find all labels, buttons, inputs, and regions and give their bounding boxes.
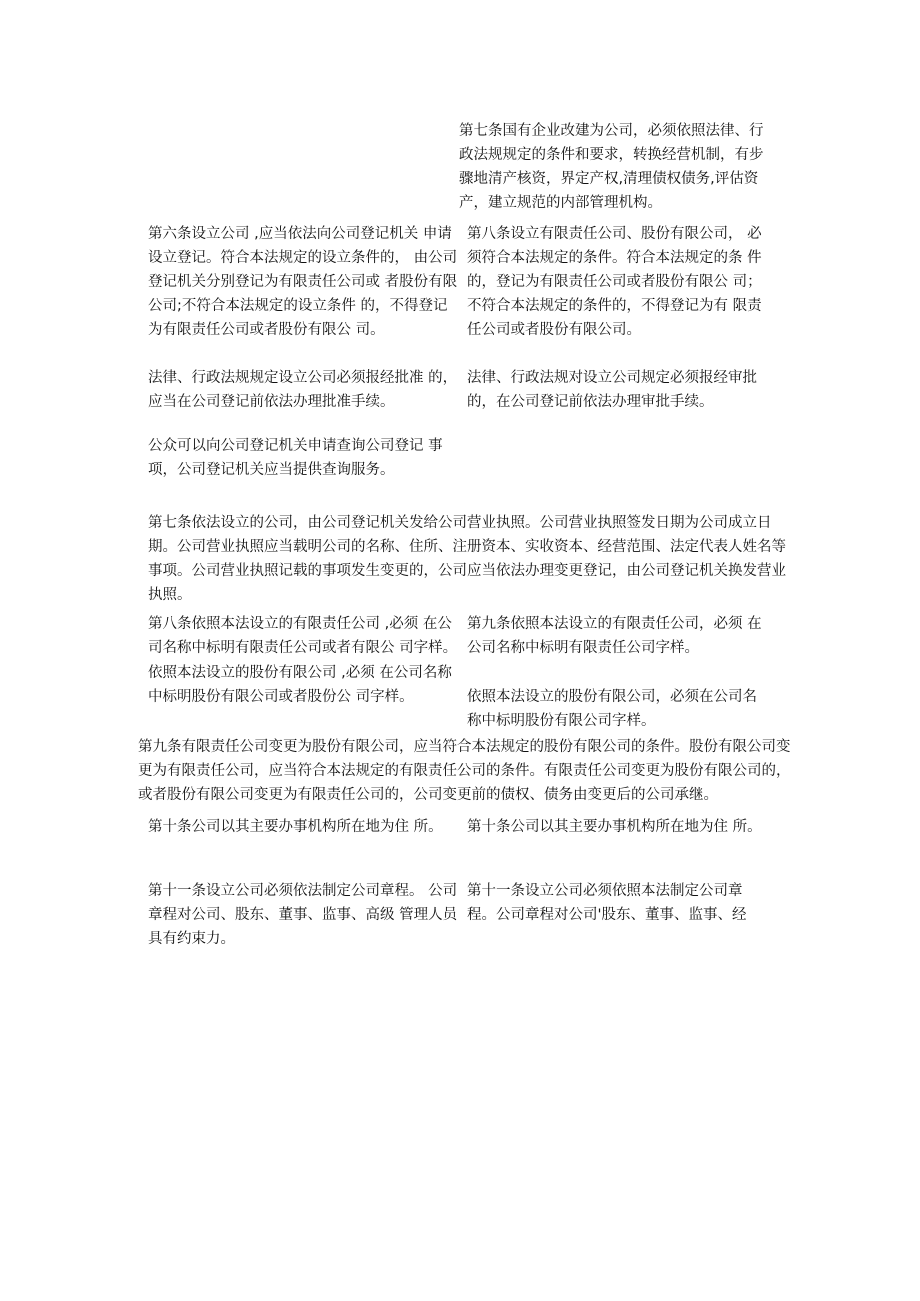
article-11-old-text: 第十一条设立公司必须依照本法制定公司章程。公司章程对公司'股东、董事、监事、经 xyxy=(467,883,747,923)
article-9-llc-name-old-text: 第九条依照本法设立的有限责任公司，必须 在公司名称中标明有限责任公司字样。 xyxy=(467,616,762,656)
article-10-new-text: 第十条公司以其主要办事机构所在地为住 所。 xyxy=(148,819,443,835)
approval-clause-old-text: 法律、行政法规对设立公司规定必须报经审批的，在公司登记前依法办理审批手续。 xyxy=(467,370,757,410)
article-7-business-license-text: 第七条依法设立的公司，由公司登记机关发给公司营业执照。公司营业执照签发日期为公司成立日期。公司营业执照应当载明公司的名称、住所、注册资本、实收资本、经营范围、法定代表人姓名等事项。公司营业执照记载的事项发生变更的，公司应当依法办理变更登记，由公司登记机关换发营业执照。 xyxy=(148,515,786,603)
public-inquiry-text: 公众可以向公司登记机关申请查询公司登记 事项，公司登记机关应当提供查询服务。 xyxy=(148,438,443,478)
article-6-new-text: 第六条设立公司 ,应当依法向公司登记机关 申请设立登记。符合本法规定的设立条件的， 由公司登记机关分别登记为有限责任公司或 者股份有限公司;不符合本法规定的设立条件 的，不得登记为有限责任公司或者股份有限公 司。 xyxy=(148,226,458,338)
article-8-old-text: 第八条设立有限责任公司、股份有限公司， 必须符合本法规定的条件。符合本法规定的条 件的，登记为有限责任公司或者股份有限公 司；不符合本法规定的条件的，不得登记为有 限责任公司或者股份有限公司。 xyxy=(467,226,762,338)
article-8-llc-name-new-text: 第八条依照本法设立的有限责任公司 ,必须 在公司名称中标明有限责任公司或者有限公 司字样。 xyxy=(148,616,458,656)
article-7-old-text: 第七条国有企业改建为公司，必须依照法律、行政法规规定的条件和要求，转换经营机制，有步骤地清产核资，界定产权,清理债权债务,评估资产，建立规范的内部管理机构。 xyxy=(459,123,764,211)
joint-stock-name-old-text: 依照本法设立的股份有限公司，必须在公司名称中标明股份有限公司字样。 xyxy=(467,689,757,729)
article-9-conversion-text: 第九条有限责任公司变更为股份有限公司，应当符合本法规定的股份有限公司的条件。股份有限公司变更为有限责任公司，应当符合本法规定的有限责任公司的条件。有限责任公司变更为股份有限公司的，或者股份有限公司变更为有限责任公司的，公司变更前的债权、债务由变更后的公司承继。 xyxy=(138,739,791,803)
article-11-new-text: 第十一条设立公司必须依法制定公司章程。 公司章程对公司、股东、董事、监事、高级 管理人员具有约束力。 xyxy=(148,883,458,947)
article-10-old-text: 第十条公司以其主要办事机构所在地为住 所。 xyxy=(467,819,762,835)
approval-clause-new-text: 法律、行政法规规定设立公司必须报经批准 的，应当在公司登记前依法办理批准手续。 xyxy=(148,370,458,410)
joint-stock-name-new-text: 依照本法设立的股份有限公司 ,必须 在公司名称中标明股份有限公司或者股份公 司字样。 xyxy=(148,665,452,705)
